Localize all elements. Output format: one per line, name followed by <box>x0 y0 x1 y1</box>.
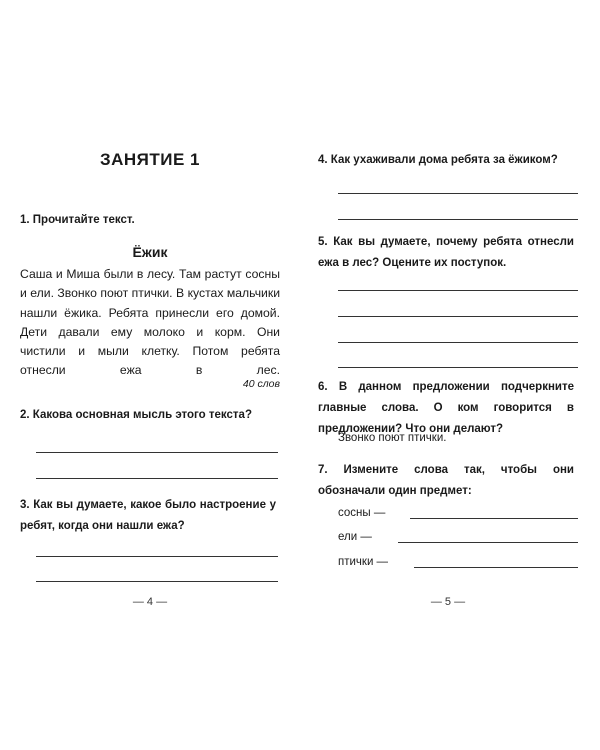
answer-line[interactable] <box>338 219 578 220</box>
task-2: 2. Какова основная мысль этого текста? <box>20 409 252 421</box>
answer-line[interactable] <box>414 567 578 568</box>
task-5: 5. Как вы думаете, почему ребята отнесли ежа в лес? Оцените их поступок. <box>318 236 574 269</box>
answer-line[interactable] <box>338 290 578 291</box>
task-3: 3. Как вы думаете, какое было настроение у ребят, когда они нашли ежа? <box>20 499 276 532</box>
task-6: 6. В данном предложении подчеркните главные слова. О ком говорится в предложении? Что они делают? <box>318 381 574 435</box>
word-row-ptichki <box>338 556 388 568</box>
word-label: ели — <box>338 531 372 543</box>
answer-line[interactable] <box>338 316 578 317</box>
page-number: — 4 — <box>132 596 168 608</box>
word-label: птички — <box>338 556 389 568</box>
task-7: 7. Измените слова так, чтобы они обозначали один предмет: <box>318 464 574 497</box>
page-number: — 5 — <box>430 596 466 608</box>
answer-line[interactable] <box>36 556 278 557</box>
task-6-sentence: Звонко поют птички. <box>338 432 447 444</box>
answer-line[interactable] <box>36 581 278 582</box>
answer-line[interactable] <box>36 452 278 453</box>
lesson-title: ЗАНЯТИЕ 1 <box>99 150 201 169</box>
word-row-eli <box>338 531 372 543</box>
answer-line[interactable] <box>36 478 278 479</box>
answer-line[interactable] <box>398 542 578 543</box>
word-count: 40 слов <box>242 378 280 390</box>
story-text: Саша и Миша были в лесу. Там растут сосны и ели. Звонко поют птички. В кустах мальчики нашли ёжика. Ребята принесли его домой. Дети давали ему молоко и корм. Они чистили и мыли клетку. Потом ребята отнесли ежа в лес. <box>20 267 280 378</box>
story-title: Ёжик <box>132 244 168 260</box>
answer-line[interactable] <box>338 367 578 368</box>
task-1: 1. Прочитайте текст. <box>20 214 135 226</box>
answer-line[interactable] <box>338 342 578 343</box>
answer-line[interactable] <box>338 193 578 194</box>
answer-line[interactable] <box>410 518 578 519</box>
word-label: сосны — <box>338 507 386 519</box>
word-row-sosny <box>338 507 385 519</box>
task-4: 4. Как ухаживали дома ребята за ёжиком? <box>318 154 558 166</box>
